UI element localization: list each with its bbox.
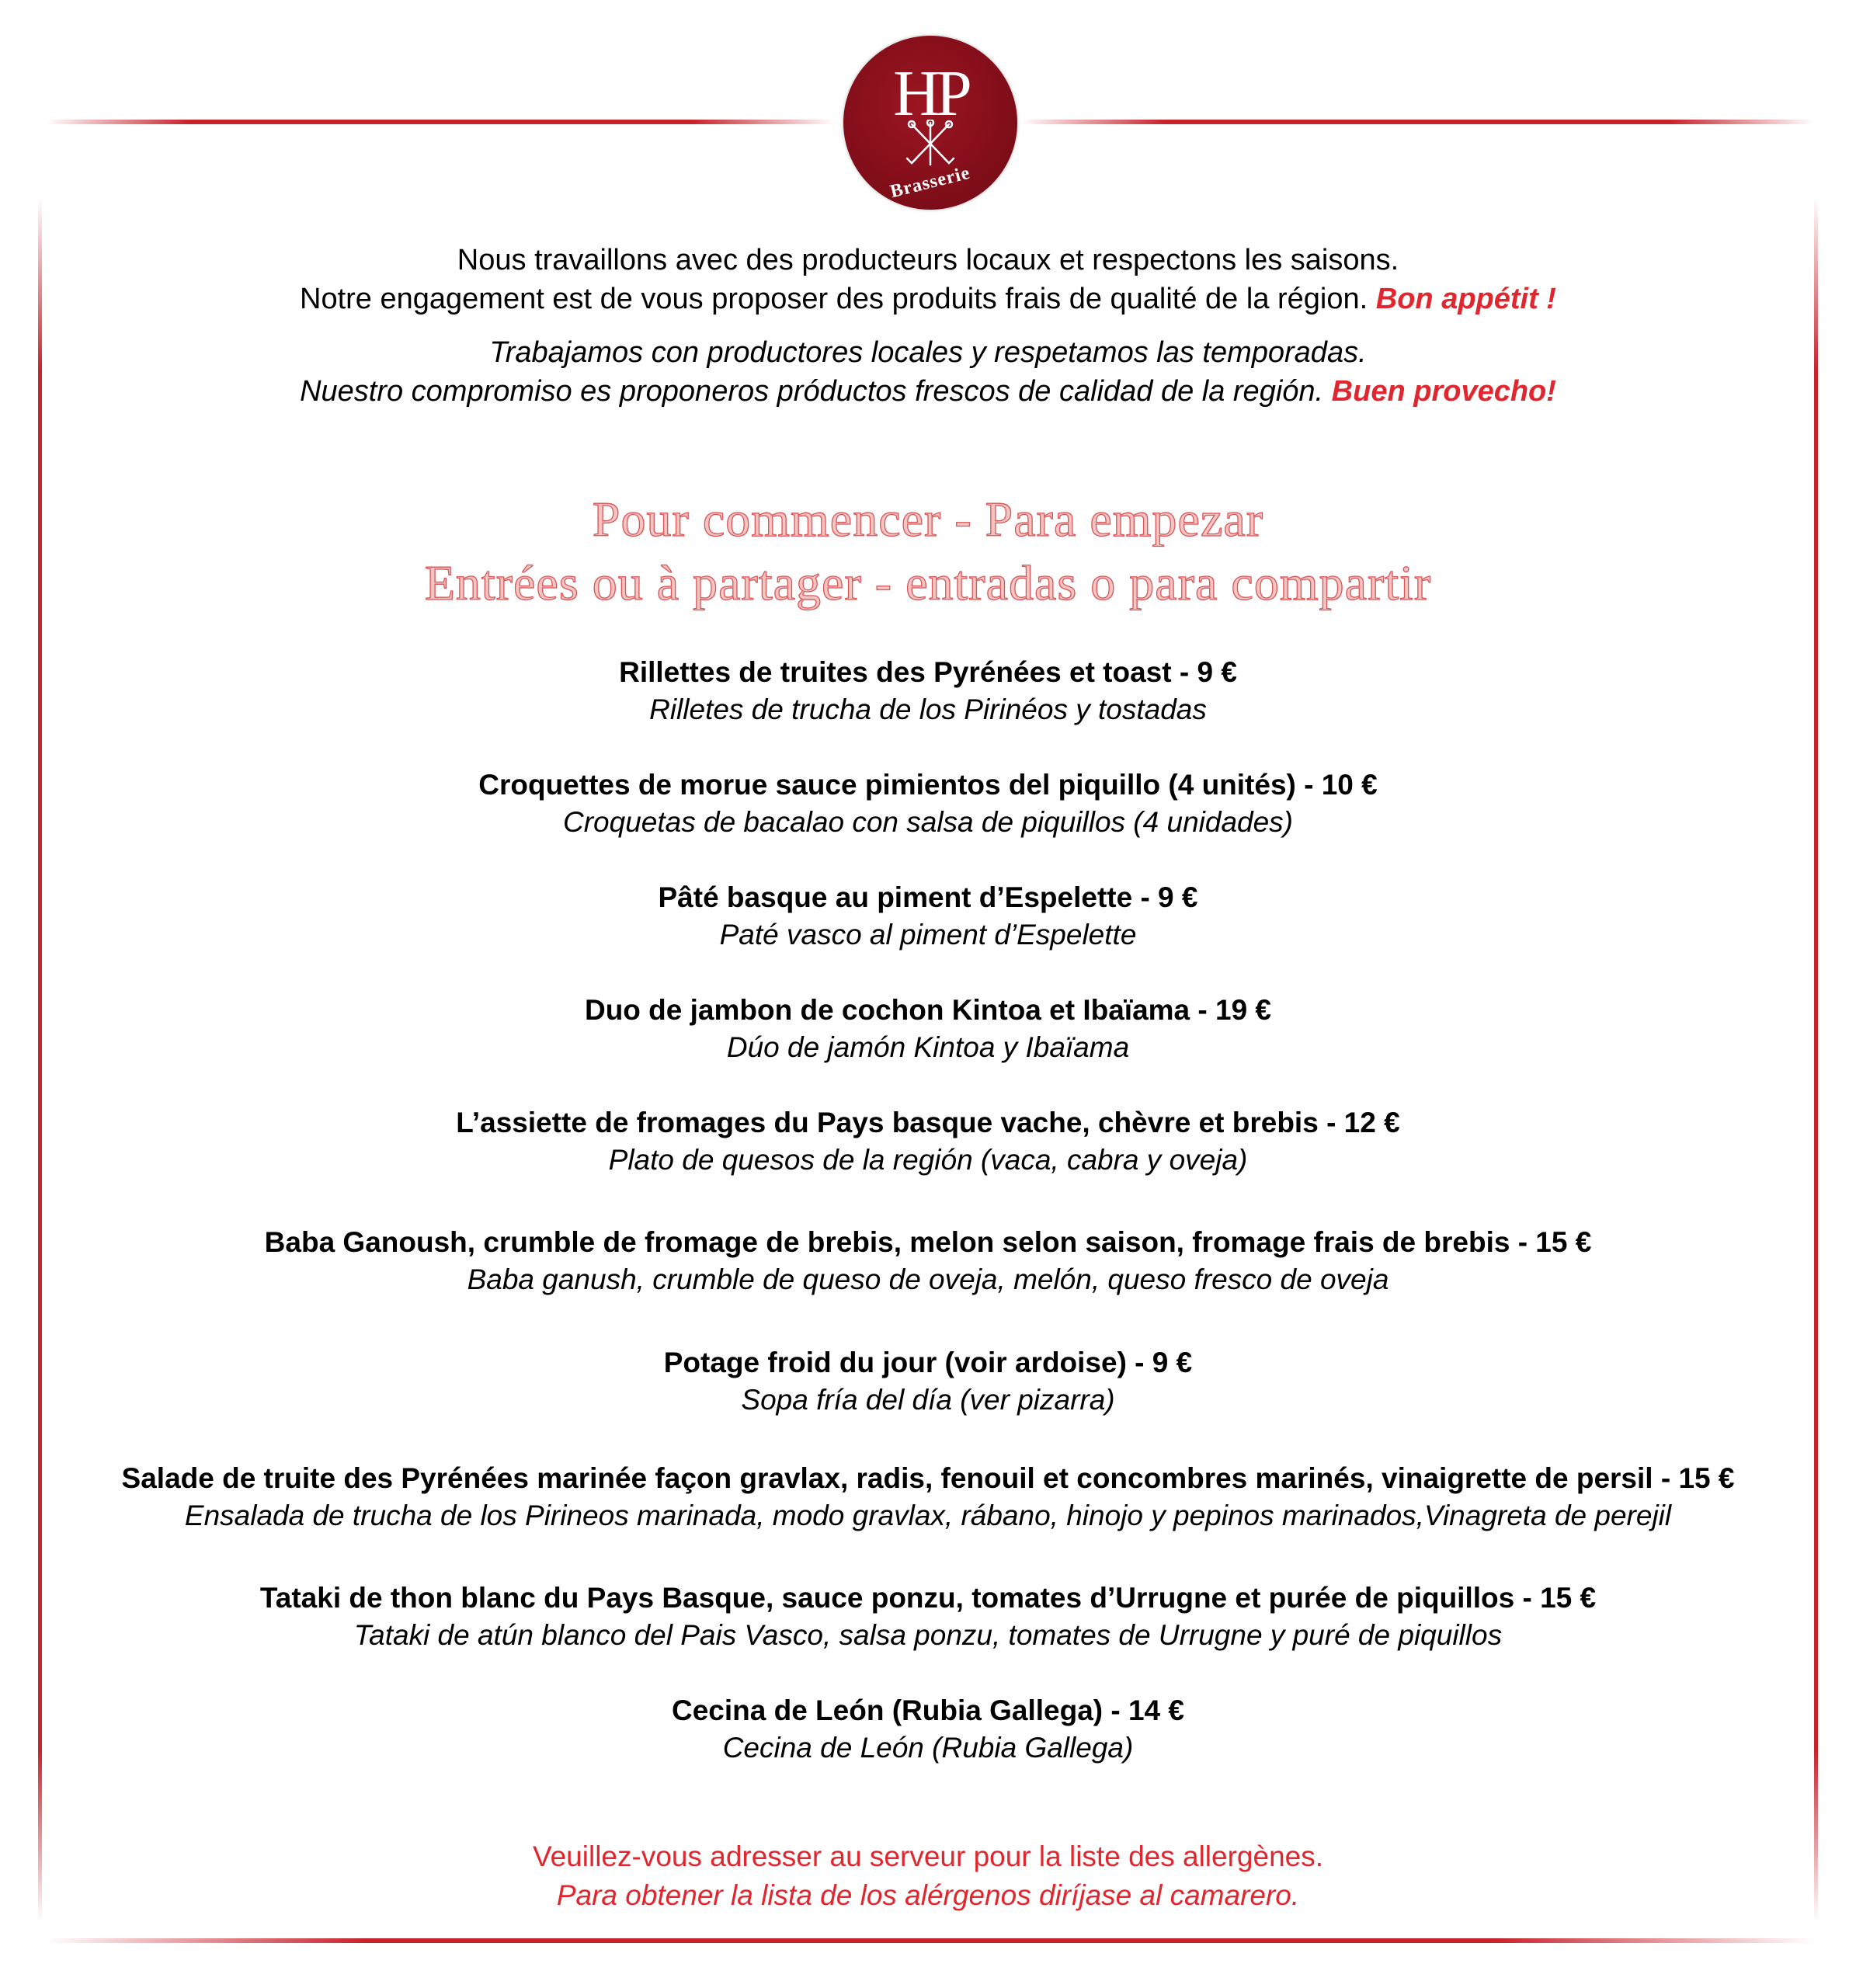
menu-item-name: Baba Ganoush, crumble de fromage de brebis, melon selon saison, fromage frais de brebis - 15 € <box>264 1226 1592 1258</box>
menu-item-description: Sopa fría del día (ver pizarra) <box>741 1384 1115 1416</box>
section-title-line1: Pour commencer - Para empezar <box>592 492 1264 547</box>
menu-item-description: Rilletes de trucha de los Pirinéos y tostadas <box>649 693 1207 725</box>
allergen-note <box>0 1837 1856 1915</box>
menu-item-description: Plato de quesos de la región (vaca, cabra y oveja) <box>608 1144 1248 1176</box>
logo-subtitle: Brasserie <box>888 162 972 203</box>
menu-item-name: Pâté basque au piment d’Espelette - 9 € <box>658 881 1198 913</box>
menu-item-description: Dúo de jamón Kintoa y Ibaïama <box>726 1031 1130 1063</box>
frame-top-left-line <box>47 120 835 124</box>
menu-item-name: Salade de truite des Pyrénées marinée façon gravlax, radis, fenouil et concombres marinés, vinaigrette de persil - 15 € <box>121 1462 1735 1494</box>
menu-item <box>0 654 1856 728</box>
menu-item <box>0 1460 1856 1534</box>
menu-item-description: Tataki de atún blanco del Pais Vasco, salsa ponzu, tomates de Urrugne y puré de piquillos <box>353 1619 1503 1651</box>
menu-item-name: Rillettes de truites des Pyrénées et toast - 9 € <box>619 656 1237 688</box>
menu-item-name: Tataki de thon blanc du Pays Basque, sauce ponzu, tomates d’Urrugne et purée de piquillos - 15 € <box>259 1582 1597 1614</box>
section-title-line2: Entrées ou à partager - entradas o para compartir <box>424 555 1432 610</box>
brasserie-logo <box>843 36 1017 210</box>
intro-fr-line2: Notre engagement est de vous proposer des produits frais de qualité de la région. Bon appétit ! <box>300 283 1556 315</box>
frame-top-right-line <box>1021 120 1813 124</box>
menu-item <box>0 1580 1856 1654</box>
menu-item-name: Potage froid du jour (voir ardoise) - 9 € <box>663 1347 1193 1378</box>
frame-bottom-line <box>47 1938 1813 1943</box>
intro-es-line1: Trabajamos con productores locales y respetamos las temporadas. <box>489 336 1367 369</box>
menu-item <box>0 992 1856 1066</box>
menu-item-description: Croquetas de bacalao con salsa de piquillos (4 unidades) <box>563 806 1293 838</box>
intro-french <box>0 241 1856 318</box>
menu-item <box>0 1344 1856 1419</box>
menu-item-name: Cecina de León (Rubia Gallega) - 14 € <box>671 1694 1184 1726</box>
menu-item <box>0 1224 1856 1298</box>
allergen-note-es: Para obtener la lista de los alérgenos diríjase al camarero. <box>556 1879 1300 1911</box>
intro-spanish <box>0 333 1856 411</box>
menu-item-description: Cecina de León (Rubia Gallega) <box>722 1732 1134 1764</box>
logo-letters: HP <box>893 57 968 130</box>
crossed-arrows-icon <box>899 120 961 168</box>
menu-item-description: Paté vasco al piment d’Espelette <box>719 919 1137 951</box>
menu-item <box>0 1104 1856 1179</box>
menu-item-description: Baba ganush, crumble de queso de oveja, melón, queso fresco de oveja <box>467 1263 1389 1295</box>
section-title <box>0 488 1856 615</box>
menu-item-name: Croquettes de morue sauce pimientos del piquillo (4 unités) - 10 € <box>478 769 1378 801</box>
menu-item-name: L’assiette de fromages du Pays basque vache, chèvre et brebis - 12 € <box>456 1107 1400 1138</box>
intro-es-line2: Nuestro compromiso es proponeros próductos frescos de calidad de la región. Buen provecho! <box>300 375 1556 408</box>
allergen-note-fr: Veuillez-vous adresser au serveur pour la liste des allergènes. <box>532 1840 1324 1872</box>
menu-item-description: Ensalada de trucha de los Pirineos marinada, modo gravlax, rábano, hinojo y pepinos marinados,Vinagreta de perejil <box>184 1500 1672 1531</box>
intro-fr-line1: Nous travaillons avec des producteurs locaux et respectons les saisons. <box>457 244 1399 276</box>
menu-item-name: Duo de jambon de cochon Kintoa et Ibaïama - 19 € <box>584 994 1272 1026</box>
intro-es-accent: Buen provecho! <box>1331 375 1556 408</box>
menu-item <box>0 766 1856 841</box>
menu-item <box>0 1692 1856 1767</box>
intro-fr-accent: Bon appétit ! <box>1375 283 1556 315</box>
menu-item <box>0 879 1856 954</box>
